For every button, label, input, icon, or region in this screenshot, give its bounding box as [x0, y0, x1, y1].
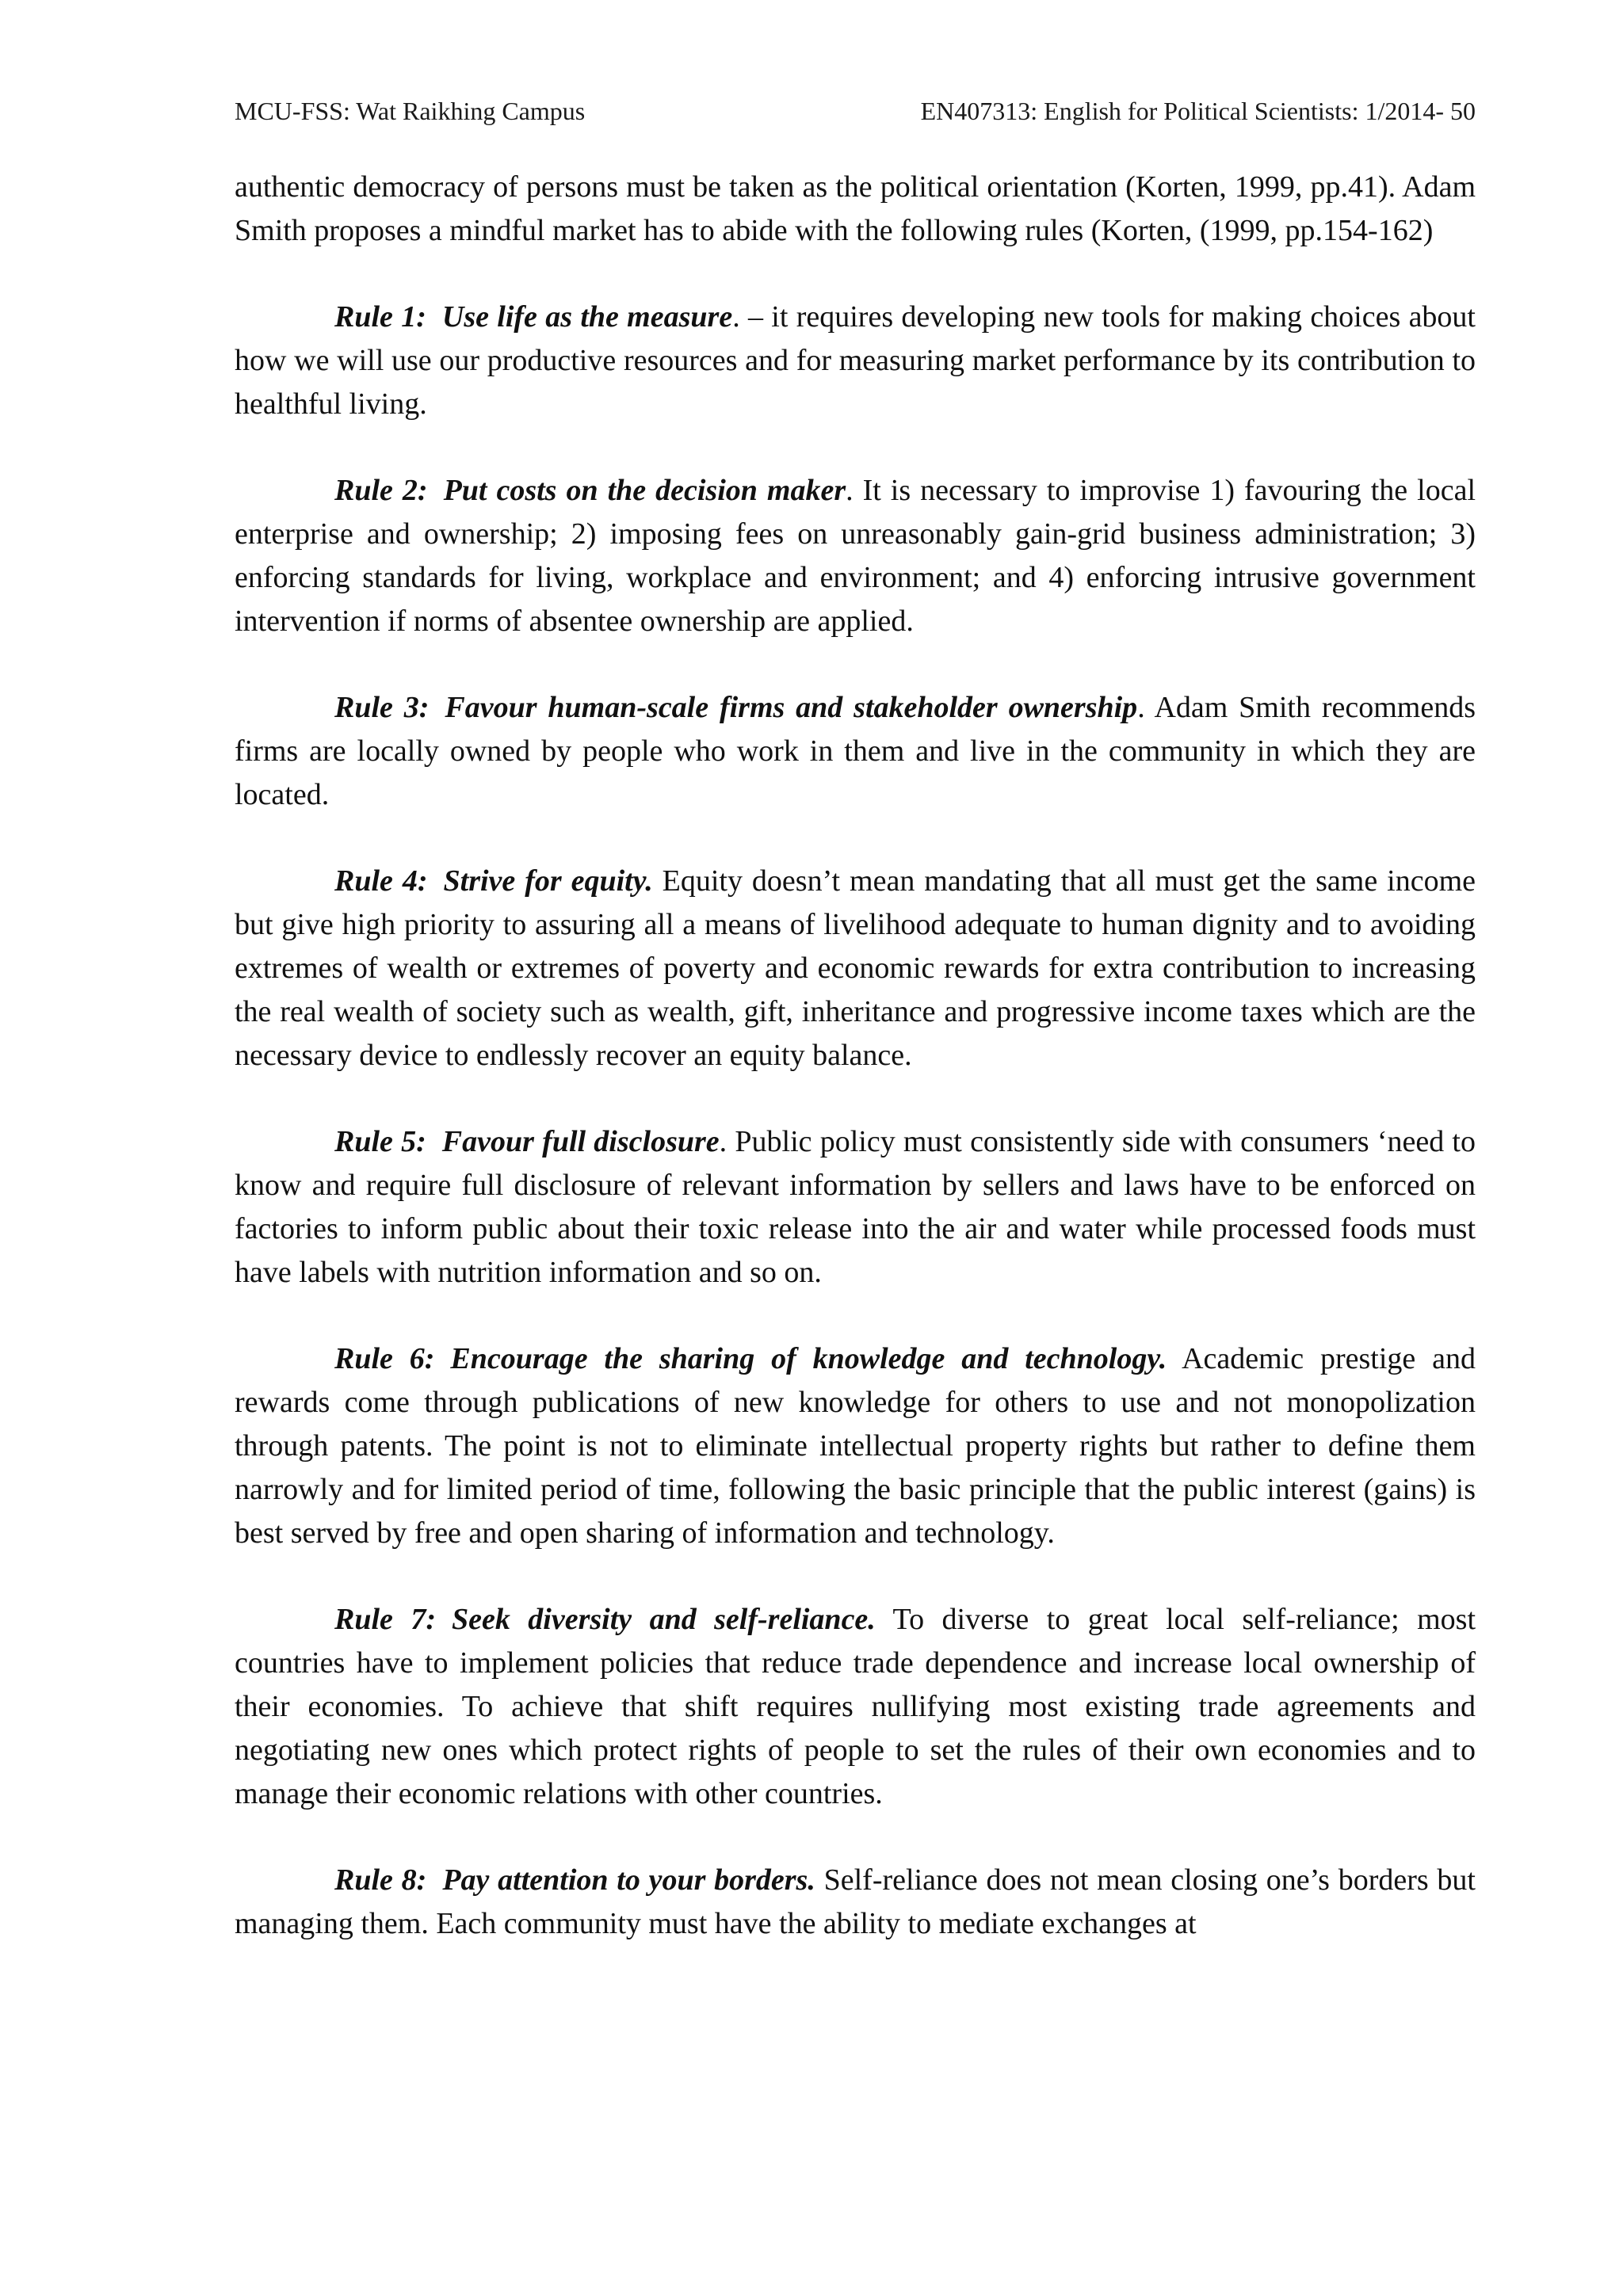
rule-text: . It is necessary to improvise 1) favouring the local enterprise and ownership; 2) imposing fees on unreasonably gain-grid business administration; 3) enforcing standards for living, workplace and environment; and 4) enforcing intrusive government intervention if norms of absentee ownership are applied.	[235, 474, 1476, 638]
rule-6-paragraph	[235, 1337, 1476, 1555]
rule-2-paragraph	[235, 469, 1476, 643]
rule-text: To diverse to great local self-reliance; most countries have to implement policies that reduce trade dependence and increase local ownership of their economies. To achieve that shift requires nullifying most existing trade agreements and negotiating new ones which protect rights of people to set the rules of their own economies and to manage their economic relations with other countries.	[235, 1603, 1476, 1810]
intro-paragraph: authentic democracy of persons must be taken as the political orientation (Korten, 1999, pp.41). Adam Smith proposes a mindful market has to abide with the following rules (Korten, (1999, pp.154-162)	[235, 170, 1476, 247]
rule-label: Rule 6:	[334, 1342, 435, 1375]
rule-text: Self-reliance does not mean closing one’s borders but managing them. Each community must have the ability to mediate exchanges at	[235, 1863, 1476, 1940]
rule-title: Encourage the sharing of knowledge and technology.	[450, 1342, 1167, 1375]
rule-title: Use life as the measure	[441, 300, 733, 334]
rule-text: Equity doesn’t mean mandating that all must get the same income but give high priority to assuring all a means of livelihood adequate to human dignity and to avoiding extremes of wealth or extremes of poverty and economic rewards for extra contribution to increasing the real wealth of society such as wealth, gift, inheritance and progressive income taxes which are the necessary device to endlessly recover an equity balance.	[235, 864, 1476, 1072]
rule-text: . – it requires developing new tools for making choices about how we will use our productive resources and for measuring market performance by its contribution to healthful living.	[235, 300, 1476, 421]
rule-text: . Public policy must consistently side with consumers ‘need to know and require full disclosure of relevant information by sellers and laws have to be enforced on factories to inform public about their toxic release into the air and water while processed foods must have labels with nutrition information and so on.	[235, 1125, 1476, 1289]
rule-5-paragraph	[235, 1120, 1476, 1295]
rule-3-paragraph	[235, 686, 1476, 817]
rule-text: Academic prestige and rewards come through publications of new knowledge for others to use and not monopolization through patents. The point is not to eliminate intellectual property rights but rather to define them narrowly and for limited period of time, following the basic principle that the public interest (gains) is best served by free and open sharing of information and technology.	[235, 1342, 1476, 1550]
rule-label: Rule 1:	[334, 300, 426, 334]
rule-text: . Adam Smith recommends firms are locally owned by people who work in them and live in the community in which they are located.	[235, 691, 1476, 811]
rule-title: Favour human-scale firms and stakeholder ownership	[445, 691, 1138, 724]
rule-label: Rule 4:	[334, 864, 428, 898]
header-left: MCU-FSS: Wat Raikhing Campus	[235, 96, 586, 125]
rule-title: Seek diversity and self-reliance.	[452, 1603, 876, 1636]
rule-label: Rule 7:	[334, 1603, 436, 1636]
rule-8-paragraph	[235, 1859, 1476, 1946]
rule-label: Rule 2:	[334, 474, 428, 507]
rule-4-paragraph	[235, 860, 1476, 1077]
rule-label: Rule 8:	[334, 1863, 427, 1897]
rule-title: Pay attention to your borders.	[442, 1863, 815, 1897]
rule-1-paragraph	[235, 296, 1476, 426]
document-body	[235, 166, 1476, 1989]
page-header	[235, 93, 1476, 128]
rule-label: Rule 5:	[334, 1125, 426, 1158]
header-right: EN407313: English for Political Scientists: 1/2014- 50	[920, 96, 1476, 125]
rule-title: Put costs on the decision maker	[443, 474, 846, 507]
rule-title: Favour full disclosure	[441, 1125, 720, 1158]
rule-7-paragraph	[235, 1598, 1476, 1816]
rule-title: Strive for equity.	[443, 864, 653, 898]
rule-label: Rule 3:	[334, 691, 430, 724]
